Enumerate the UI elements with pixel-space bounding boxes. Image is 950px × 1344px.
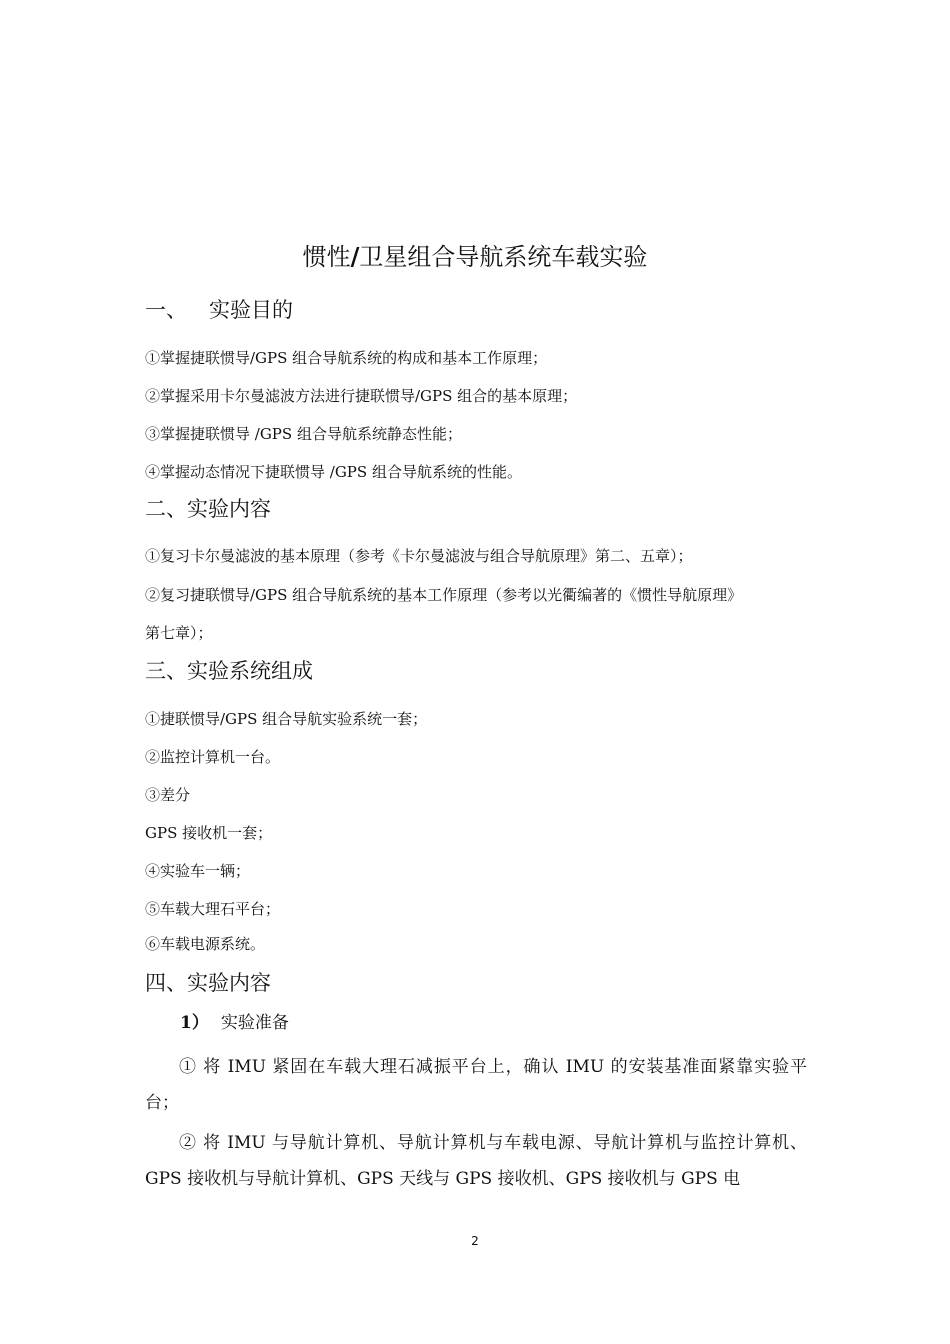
section-1-number: 一、 [145,298,187,322]
section-1-item: ①掌握捷联惯导/GPS 组合导航系统的构成和基本工作原理； [145,349,548,367]
section-3-item: ⑤车载大理石平台； [145,900,281,918]
subsection-heading [180,1010,289,1036]
section-1-item: ③掌握捷联惯导 /GPS 组合导航系统静态性能； [145,425,462,443]
section-1-item: ②掌握采用卡尔曼滤波方法进行捷联惯导/GPS 组合的基本原理； [145,387,578,405]
subsection-title: 实验准备 [220,1013,289,1033]
section-3-item: ①捷联惯导/GPS 组合导航实验系统一套； [145,710,428,728]
paragraph-1: ① 将 IMU 紧固在车载大理石减振平台上，确认 IMU 的安装基准面紧靠实验平台； [145,1057,807,1113]
section-1-item: ④掌握动态情况下捷联惯导 /GPS 组合导航系统的性能。 [145,463,522,481]
document-title [0,240,950,274]
section-2-item: ①复习卡尔曼滤波的基本原理（参考《卡尔曼滤波与组合导航原理》第二、五章）； [145,547,693,565]
section-1-heading [145,295,293,325]
section-3-item: ⑥车载电源系统。 [145,935,266,953]
section-2-item: ②复习捷联惯导/GPS 组合导航系统的基本工作原理（参考以光衢编著的《惯性导航原理》 [145,586,743,604]
title-part-2: 卫星组合导航系统车载实验 [359,243,648,271]
section-2-item: 第七章）； [145,624,213,642]
section-3-item: ②监控计算机一台。 [145,748,281,766]
title-part-1: 惯性 [302,243,351,271]
section-3-item: GPS 接收机一套； [145,824,273,842]
section-3-item: ④实验车一辆； [145,862,251,880]
section-2-heading: 二、实验内容 [145,497,271,521]
section-3-heading: 三、实验系统组成 [145,659,313,683]
section-4-heading: 四、实验内容 [145,971,271,995]
page-number: 2 [471,1234,479,1248]
subsection-number: 1） [180,1013,209,1033]
title-slash: / [350,242,360,271]
paragraph-2: ② 将 IMU 与导航计算机、导航计算机与车载电源、导航计算机与监控计算机、GPS 接收机与导航计算机、GPS 天线与 GPS 接收机、GPS 接收机与 GPS 电 [145,1133,807,1189]
section-1-title: 实验目的 [209,298,293,322]
section-3-item: ③差分 [145,786,191,804]
